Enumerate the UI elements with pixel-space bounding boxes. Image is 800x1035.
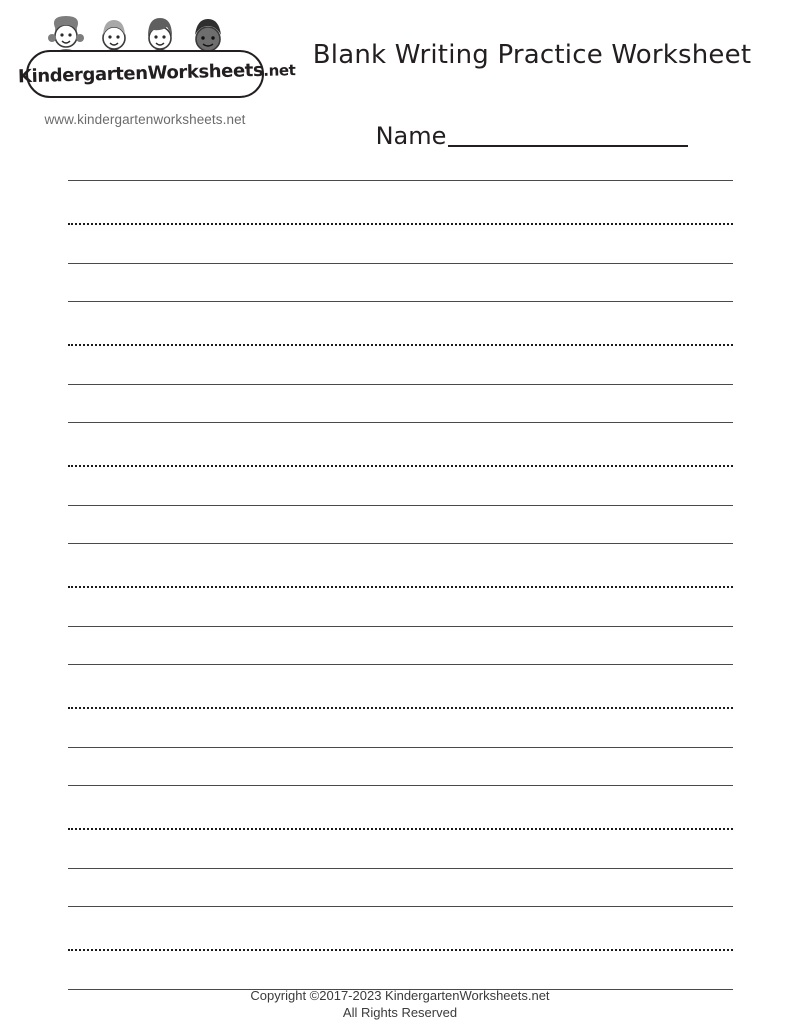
solid-writing-line [68,626,733,627]
dashed-midline [68,586,733,588]
rights-text: All Rights Reserved [342,1005,458,1020]
solid-writing-line [68,747,733,748]
worksheet-header [0,0,800,150]
logo-brand-1: Kindergarten [17,62,148,88]
solid-writing-line [68,906,733,907]
solid-writing-line [68,301,733,302]
site-logo[interactable] [17,14,296,127]
dashed-midline [68,949,733,951]
solid-writing-line [68,384,733,385]
name-field[interactable] [282,122,782,150]
solid-writing-line [68,180,733,181]
dashed-midline [68,223,733,225]
page-title: Blank Writing Practice Worksheet [312,40,752,70]
solid-writing-line [68,543,733,544]
footer [0,987,800,1021]
copyright-text: Copyright ©2017-2023 KindergartenWorksheets.net [250,988,550,1003]
solid-writing-line [68,505,733,506]
dashed-midline [68,828,733,830]
solid-writing-line [68,263,733,264]
logo-brand-2: Worksheets [147,59,264,84]
dashed-midline [68,465,733,467]
solid-writing-line [68,664,733,665]
solid-writing-line [68,422,733,423]
writing-lines [68,180,733,990]
dashed-midline [68,707,733,709]
name-input-line[interactable] [448,145,688,147]
solid-writing-line [68,785,733,786]
logo-wordmark [17,47,296,102]
dashed-midline [68,344,733,346]
name-label: Name [375,122,447,150]
site-url[interactable]: www.kindergartenworksheets.net [44,112,246,127]
solid-writing-line [68,868,733,869]
logo-badge [17,14,296,106]
logo-brand-suffix: .net [263,61,296,80]
